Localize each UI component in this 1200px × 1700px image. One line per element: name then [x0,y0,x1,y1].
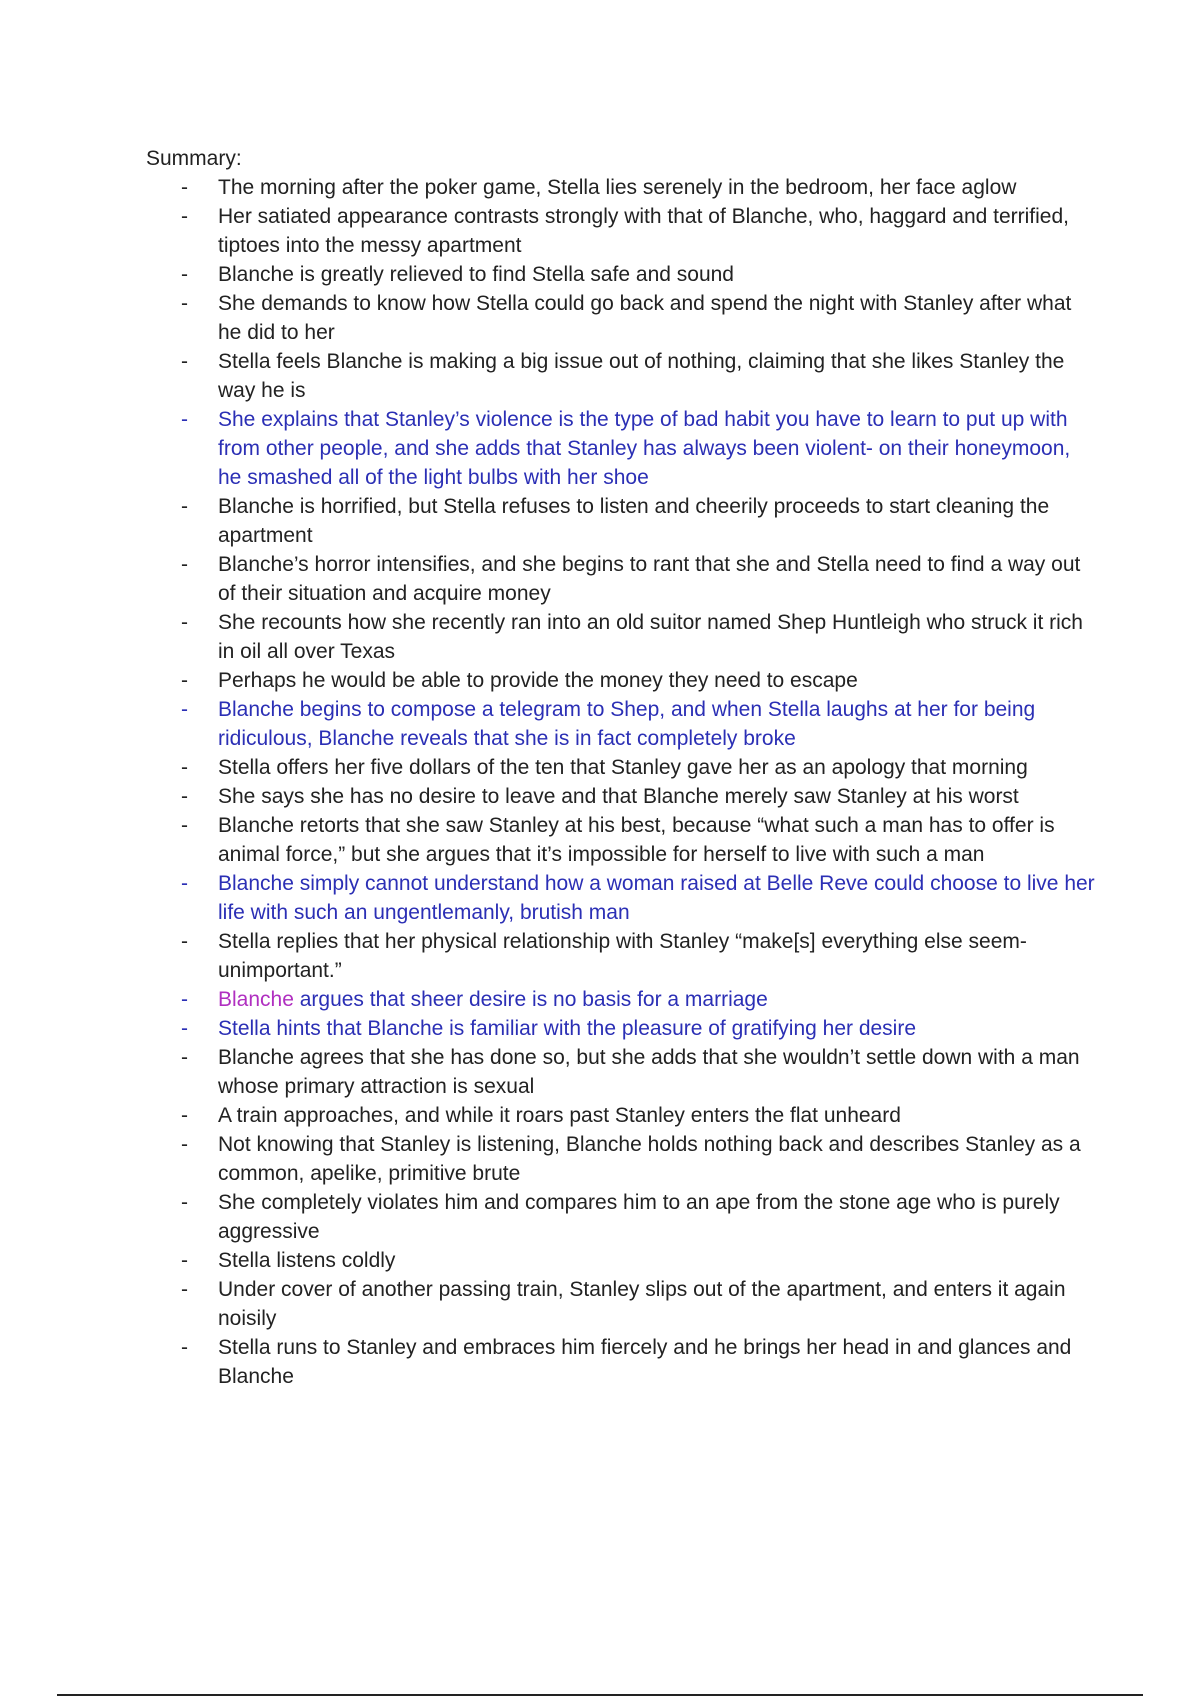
list-item [146,405,1096,492]
bullet-text: Stella runs to Stanley and embraces him fiercely and he brings her head in and glances and Blanche [218,1336,1072,1388]
list-item [146,666,1096,695]
summary-heading: Summary: [146,147,242,170]
bullet-dash: - [181,1191,188,1214]
bullet-dash: - [181,1046,188,1069]
bullet-dash: - [181,988,188,1011]
list-item [146,1275,1096,1333]
bullet-dash: - [181,1104,188,1127]
list-item [146,492,1096,550]
list-item [146,608,1096,666]
bullet-text: Blanche retorts that she saw Stanley at his best, because “what such a man has to offer is animal force,” but she argues that it’s impossible for herself to live with such a man [218,814,1055,866]
bullet-dash: - [181,669,188,692]
bullet-dash: - [181,205,188,228]
list-item [146,811,1096,869]
bullet-dash: - [181,611,188,634]
list-item [146,1246,1096,1275]
list-item [146,1188,1096,1246]
bullet-dash: - [181,263,188,286]
bullet-dash: - [181,408,188,431]
bullet-text: She completely violates him and compares him to an ape from the stone age who is purely aggressive [218,1191,1060,1243]
list-item [146,1043,1096,1101]
bullet-text: Stella hints that Blanche is familiar with the pleasure of gratifying her desire [218,1017,917,1040]
bullet-text: She explains that Stanley’s violence is the type of bad habit you have to learn to put up with from other people, and she adds that Stanley has always been violent- on their honeymoon, he smashed all of the light bulbs with her shoe [218,408,1071,489]
bullet-text: Blanche’s horror intensifies, and she begins to rant that she and Stella need to find a way out of their situation and acquire money [218,553,1081,605]
bullet-text: Blanche simply cannot understand how a woman raised at Belle Reve could choose to live her life with such an ungentlemanly, brutish man [218,872,1095,924]
bullet-text: Perhaps he would be able to provide the money they need to escape [218,669,858,692]
bullet-text: Stella listens coldly [218,1249,396,1272]
list-item [146,869,1096,927]
bullet-dash: - [181,1017,188,1040]
bullet-text: She recounts how she recently ran into an old suitor named Shep Huntleigh who struck it rich in oil all over Texas [218,611,1083,663]
bullet-dash: - [181,495,188,518]
bullet-text: She demands to know how Stella could go back and spend the night with Stanley after what he did to her [218,292,1072,344]
bullet-text: Not knowing that Stanley is listening, Blanche holds nothing back and describes Stanley as a common, apelike, primitive brute [218,1133,1081,1185]
bullet-text: She says she has no desire to leave and that Blanche merely saw Stanley at his worst [218,785,1019,808]
summary-bullet-list [146,173,1096,1391]
list-item [146,782,1096,811]
list-item [146,695,1096,753]
bullet-text-rest: argues that sheer desire is no basis for a marriage [293,988,768,1011]
bullet-text: Her satiated appearance contrasts strongly with that of Blanche, who, haggard and terrified, tiptoes into the messy apartment [218,205,1069,257]
bullet-dash: - [181,785,188,808]
list-item [146,289,1096,347]
bullet-dash: - [181,814,188,837]
bullet-dash: - [181,698,188,721]
list-item [146,347,1096,405]
list-item [146,753,1096,782]
bullet-text: Stella replies that her physical relationship with Stanley “make[s] everything else seem-unimportant.” [218,930,1027,982]
list-item [146,260,1096,289]
list-item [146,202,1096,260]
list-item [146,550,1096,608]
list-item [146,1130,1096,1188]
bullet-text [218,985,1096,1014]
list-item [146,173,1096,202]
bullet-text: Blanche agrees that she has done so, but she adds that she wouldn’t settle down with a man whose primary attraction is sexual [218,1046,1080,1098]
bullet-text: Under cover of another passing train, Stanley slips out of the apartment, and enters it again noisily [218,1278,1066,1330]
bullet-text: Blanche begins to compose a telegram to Shep, and when Stella laughs at her for being ridiculous, Blanche reveals that she is in fact completely broke [218,698,1036,750]
bullet-dash: - [181,1249,188,1272]
bullet-dash: - [181,292,188,315]
bullet-text: Blanche is greatly relieved to find Stella safe and sound [218,263,734,286]
bullet-dash: - [181,1133,188,1156]
bullet-dash: - [181,350,188,373]
list-item [146,1014,1096,1043]
bullet-dash: - [181,930,188,953]
list-item [146,985,1096,1014]
bullet-dash: - [181,1336,188,1359]
bullet-dash: - [181,553,188,576]
highlighted-name: Blanche [218,988,294,1011]
bullet-text: The morning after the poker game, Stella lies serenely in the bedroom, her face aglow [218,176,1017,199]
bullet-dash: - [181,176,188,199]
bullet-dash: - [181,872,188,895]
list-item [146,1333,1096,1391]
bullet-text: Stella feels Blanche is making a big issue out of nothing, claiming that she likes Stanley the way he is [218,350,1065,402]
bullet-text: Stella offers her five dollars of the ten that Stanley gave her as an apology that morning [218,756,1028,779]
list-item [146,927,1096,985]
bullet-text: Blanche is horrified, but Stella refuses to listen and cheerily proceeds to start cleaning the apartment [218,495,1050,547]
bullet-dash: - [181,1278,188,1301]
list-item [146,1101,1096,1130]
bullet-dash: - [181,756,188,779]
bullet-text: A train approaches, and while it roars past Stanley enters the flat unheard [218,1104,901,1127]
footer-rule [57,1694,1143,1696]
